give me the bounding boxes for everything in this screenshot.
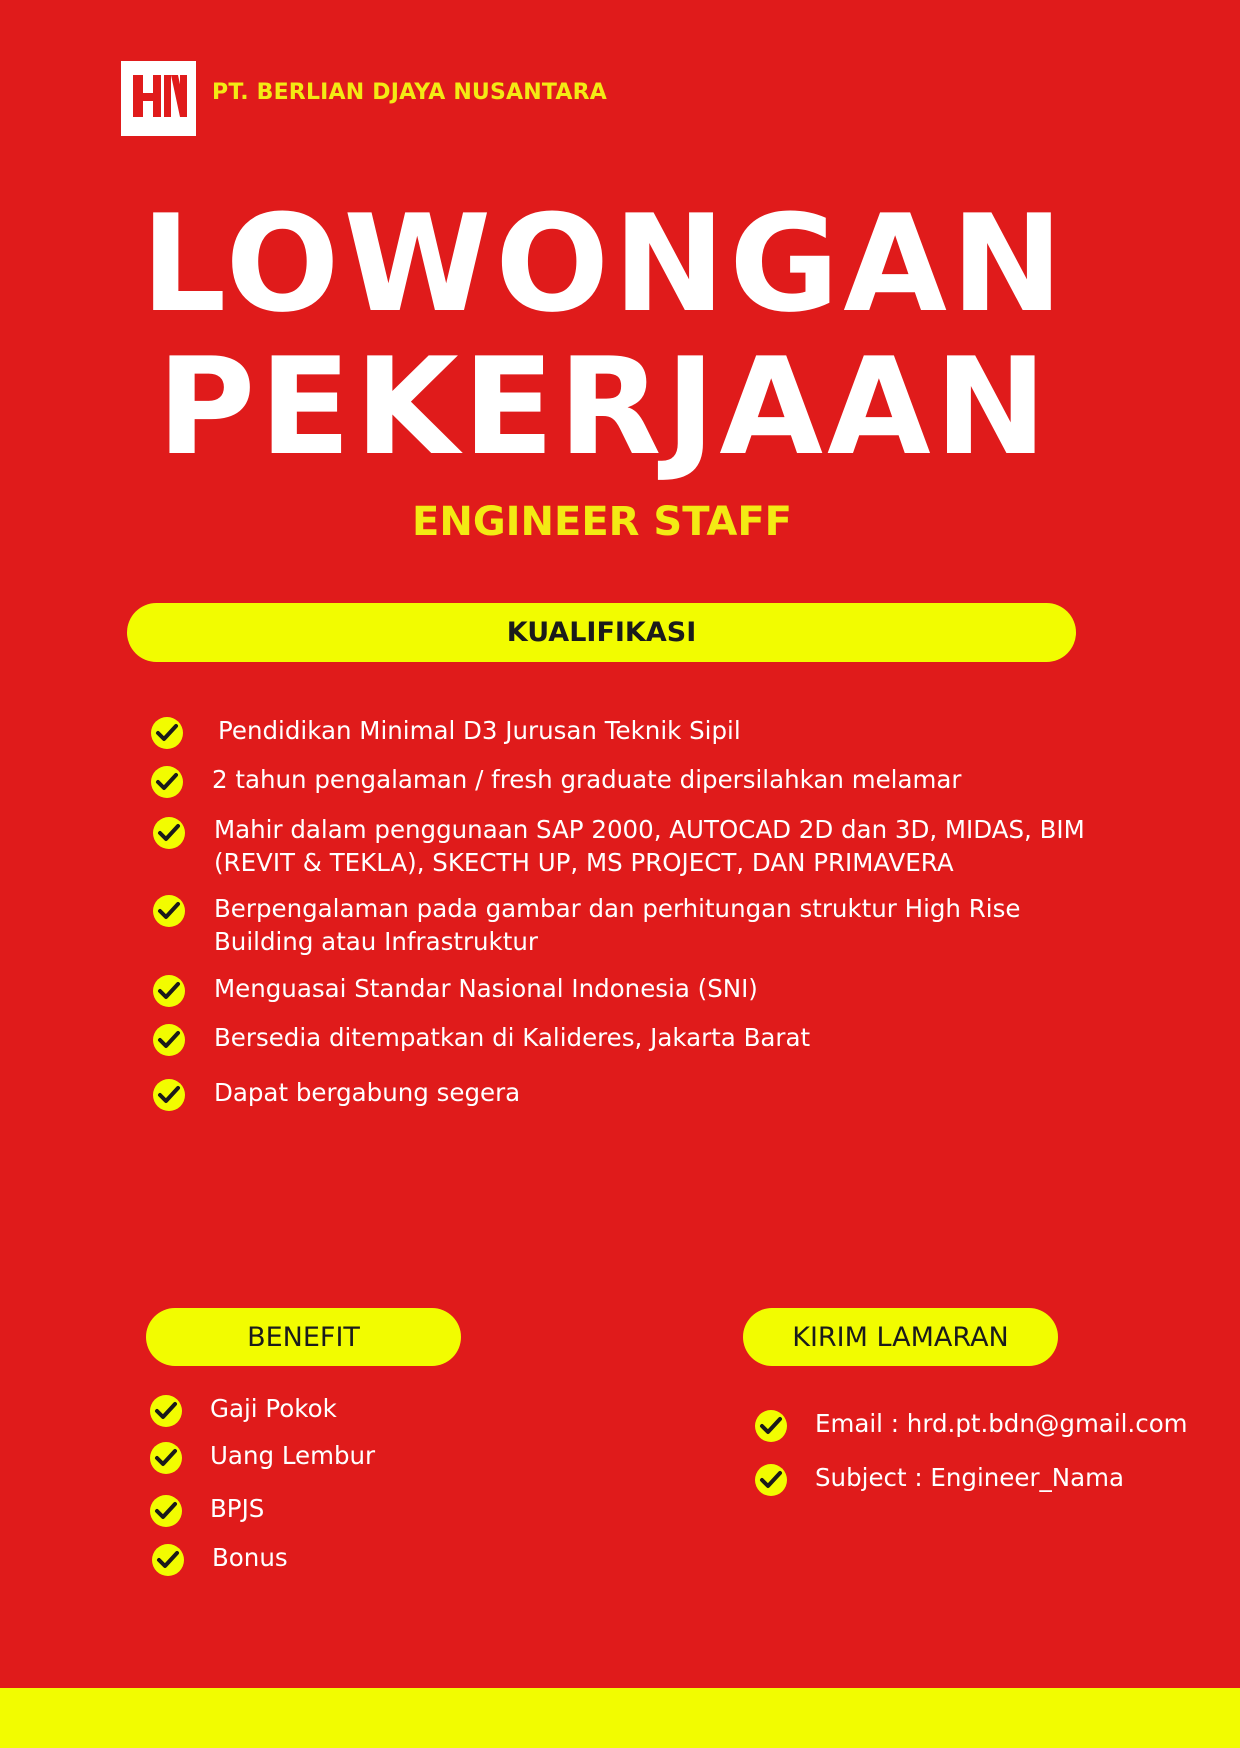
check-icon bbox=[149, 1494, 183, 1528]
benefit-item: Gaji Pokok bbox=[210, 1394, 337, 1423]
position-title: ENGINEER STAFF bbox=[412, 499, 792, 545]
qualification-text: Menguasai Standar Nasional Indonesia (SNI) bbox=[214, 974, 758, 1003]
apply-subject: Subject : Engineer_Nama bbox=[815, 1463, 1125, 1492]
qualification-text: Berpengalaman pada gambar dan perhitungan struktur High Rise bbox=[214, 894, 1021, 923]
check-icon bbox=[149, 1441, 183, 1475]
qualification-text: Bersedia ditempatkan di Kalideres, Jakarta Barat bbox=[214, 1023, 811, 1052]
check-icon bbox=[152, 894, 186, 928]
qualification-text: Building atau Infrastruktur bbox=[214, 927, 538, 956]
qualification-text: Pendidikan Minimal D3 Jurusan Teknik Sipil bbox=[218, 716, 741, 745]
benefit-item: Uang Lembur bbox=[210, 1441, 376, 1470]
check-icon bbox=[150, 716, 184, 750]
company-logo bbox=[121, 61, 196, 136]
benefit-heading: BENEFIT bbox=[146, 1308, 461, 1366]
check-icon bbox=[150, 765, 184, 799]
title-line-2: PEKERJAAN bbox=[157, 329, 1051, 485]
check-icon bbox=[152, 816, 186, 850]
check-icon bbox=[754, 1409, 788, 1443]
check-icon bbox=[151, 1543, 185, 1577]
bdn-logo-icon bbox=[121, 61, 196, 136]
qualification-text: Mahir dalam penggunaan SAP 2000, AUTOCAD 2D dan 3D, MIDAS, BIM bbox=[214, 815, 1085, 844]
check-icon bbox=[149, 1394, 183, 1428]
check-icon bbox=[152, 1023, 186, 1057]
apply-heading: KIRIM LAMARAN bbox=[743, 1308, 1058, 1366]
benefit-item: BPJS bbox=[210, 1494, 265, 1523]
qualification-text: Dapat bergabung segera bbox=[214, 1078, 521, 1107]
benefit-item: Bonus bbox=[212, 1543, 288, 1572]
check-icon bbox=[152, 1078, 186, 1112]
bottom-bar bbox=[0, 1688, 1240, 1748]
check-icon bbox=[152, 974, 186, 1008]
qualification-text: (REVIT & TEKLA), SKECTH UP, MS PROJECT, DAN PRIMAVERA bbox=[214, 848, 954, 877]
qualifications-heading: KUALIFIKASI bbox=[127, 603, 1076, 662]
company-name: PT. BERLIAN DJAYA NUSANTARA bbox=[212, 80, 607, 105]
title-line-1: LOWONGAN bbox=[140, 186, 1068, 342]
apply-email: Email : hrd.pt.bdn@gmail.com bbox=[815, 1409, 1188, 1438]
qualification-text: 2 tahun pengalaman / fresh graduate dipersilahkan melamar bbox=[212, 765, 962, 794]
check-icon bbox=[754, 1463, 788, 1497]
